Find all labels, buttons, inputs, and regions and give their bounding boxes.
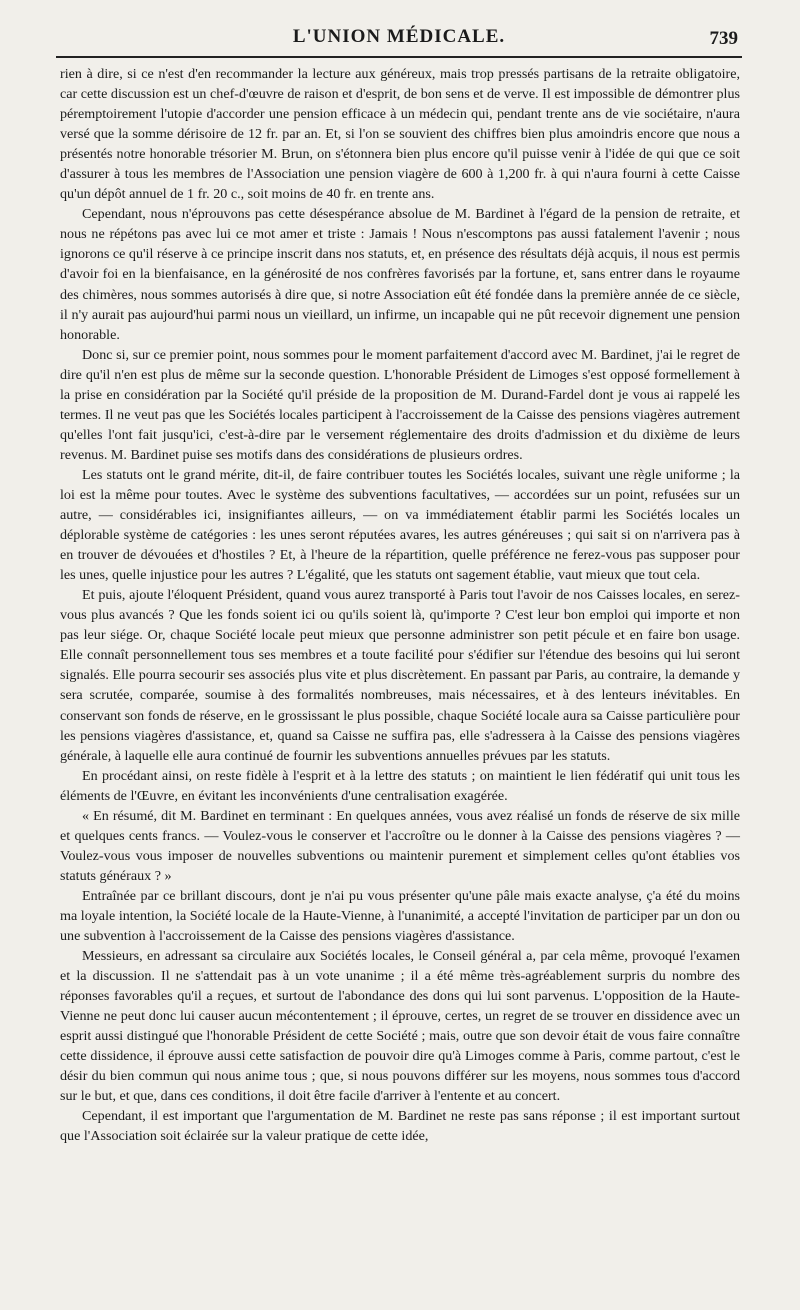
paragraph: Messieurs, en adressant sa circulaire aux Sociétés locales, le Conseil général a, par cela même, provoqué l'examen et la discussion. Il ne s'attendait pas à un vote unanime ; il a été même très-agréablement surpris du nombre des réponses favorables qu'il a reçues, et surtout de l'abondance des dons qui lui sont parvenus. L'opposition de la Haute-Vienne ne peut donc lui causer aucun mécontentement ; il éprouve, certes, un regret de se trouver en dissidence avec un esprit aussi distingué que l'honorable Président de cette Société ; mais, outre que son devoir était de vous faire connaître cette dissidence, il éprouve aussi cette satisfaction de pouvoir dire qu'à Limoges comme à Paris, comme partout, c'est le désir du bien commun qui nous anime tous ; que, si nous pouvons différer sur les moyens, nous sommes tous d'accord sur le but, et que, dans ces conditions, il doit être facile d'arriver à l'entente et au concert.	[60, 948, 740, 1105]
paragraph: Cependant, il est important que l'argumentation de M. Bardinet ne reste pas sans réponse ; il est important surtout que l'Association soit éclairée sur la valeur pratique de cette idée,	[60, 1108, 740, 1145]
paragraph: Les statuts ont le grand mérite, dit-il, de faire contribuer toutes les Sociétés locales, suivant une règle uniforme ; la loi est la même pour toutes. Avec le système des subventions facultatives, — accordées sur un point, refusées sur un autre, — considérables ici, insignifiantes ailleurs, — on va immédiatement établir parmi les Sociétés locales un déplorable système de catégories : les unes seront réputées avares, les autres généreuses ; qui sait si on n'arrivera pas à en trouver de dévouées et d'hostiles ? Et, à l'heure de la répartition, quelle préférence ne ferez-vous pas supposer pour les unes, quelle injustice pour les autres ? L'égalité, que les statuts ont sagement établie, vaut mieux que tout cela.	[60, 466, 740, 584]
paragraph: « En résumé, dit M. Bardinet en terminant : En quelques années, vous avez réalisé un fonds de réserve de six mille et quelques cents francs. — Voulez-vous le conserver et l'accroître ou le donner à la Caisse des pensions viagères ? — Voulez-vous vous imposer de nouvelles subventions ou maintenir purement et simplement celles qu'ont établies vos statuts généraux ? »	[60, 807, 740, 884]
paragraph: Et puis, ajoute l'éloquent Président, quand vous aurez transporté à Paris tout l'avoir de nos Caisses locales, en serez-vous plus avancés ? Que les fonds soient ici ou qu'ils soient là, qu'importe ? C'est leur bon emploi qui importe et non pas leur siége. Or, chaque Société locale peut mieux que personne administrer son petit pécule et en faire bon usage. Elle connaît personnellement tous ses membres et a toute facilité pour s'édifier sur l'étendue des besoins qui lui seront signalés. Elle pourra secourir ses associés plus vite et plus discrètement. En passant par Paris, au contraire, la demande y sera scrutée, comparée, soumise à des formalités nombreuses, mais nécessaires, et à des lenteurs inévitables. En conservant son fonds de réserve, en le grossissant le plus possible, chaque Société locale aura sa Caisse particulière pour les pensions viagères d'assistance, et, quand sa Caisse ne suffira pas, elle s'adressera à la Caisse des pensions viagères générale, à laquelle elle aura continué de fournir les subventions annuelles prévues par les statuts.	[60, 587, 740, 764]
paragraph: Donc si, sur ce premier point, nous sommes pour le moment parfaitement d'accord avec M. Bardinet, j'ai le regret de dire qu'il n'en est plus de même sur la seconde question. L'honorable Président de Limoges s'est opposé formellement à la prise en considération par la Société qu'il préside de la proposition de M. Durand-Fardel dont je vous ai rappelé les termes. Il ne veut pas que les Sociétés locales participent à l'accroissement de la Caisse des pensions viagères autrement qu'elles l'ont fait jusqu'ici, c'est-à-dire par le versement réglementaire des droits d'admission et du dixième de leurs revenus. M. Bardinet puise ses motifs dans des considérations de plusieurs ordres.	[60, 346, 740, 463]
paragraph: Cependant, nous n'éprouvons pas cette désespérance absolue de M. Bardinet à l'égard de la pension de retraite, et nous ne répétons pas avec lui ce mot amer et triste : Jamais ! Nous n'escomptons pas aussi fatalement l'avenir ; nous ignorons ce qu'il réserve à ce principe inscrit dans nos statuts, et, en présence des résultats déjà acquis, il nous est permis d'avoir foi en la bienfaisance, en la générosité de nos confrères favorisés par la fortune, et, sans entrer dans le royaume des chimères, nous sommes autorisés à dire que, si notre Association eût été fondée dans la première année de ce siècle, il n'y aurait pas aujourd'hui parmi nous un vieillard, un infirme, un incapable qui ne pût recevoir dignement une pension honorable.	[60, 206, 740, 343]
body-text	[60, 64, 740, 1147]
paragraph: rien à dire, si ce n'est d'en recommander la lecture aux généreux, mais trop pressés partisans de la retraite obligatoire, car cette discussion est un chef-d'œuvre de raison et d'esprit, de bon sens et de verve. Il est impossible de démontrer plus péremptoirement l'utopie d'accorder une pension efficace à un médecin qui, pendant trente ans de vie sociétaire, n'aura versé que la somme dérisoire de 12 fr. par an. Et, si l'on se souvient des chiffres bien plus amoindris encore que nous a présentés notre honorable trésorier M. Brun, on s'étonnera bien plus encore qu'il puisse venir à l'idée de qui que ce soit d'assurer à tous les membres de l'Association une pension viagère de 600 à 1,200 fr. à qui n'aura fourni à cette Caisse qu'un dépôt annuel de 1 fr. 20 c., soit moins de 40 fr. en trente ans.	[60, 66, 740, 203]
paragraph: Entraînée par ce brillant discours, dont je n'ai pu vous présenter qu'une pâle mais exacte analyse, ç'a été du moins ma loyale intention, la Société locale de la Haute-Vienne, à l'unanimité, a accepté l'invitation de participer par un don ou une subvention à l'accroissement de la Caisse des pensions viagères d'assistance.	[60, 887, 740, 945]
page-number: 739	[709, 28, 738, 49]
running-title: L'UNION MÉDICALE.	[292, 26, 506, 47]
page-header	[56, 20, 742, 56]
header-rule	[56, 56, 742, 58]
paragraph: En procédant ainsi, on reste fidèle à l'esprit et à la lettre des statuts ; on maintient le lien fédératif qui unit tous les éléments de l'Œuvre, en évitant les inconvénients d'une centralisation exagérée.	[60, 767, 740, 804]
